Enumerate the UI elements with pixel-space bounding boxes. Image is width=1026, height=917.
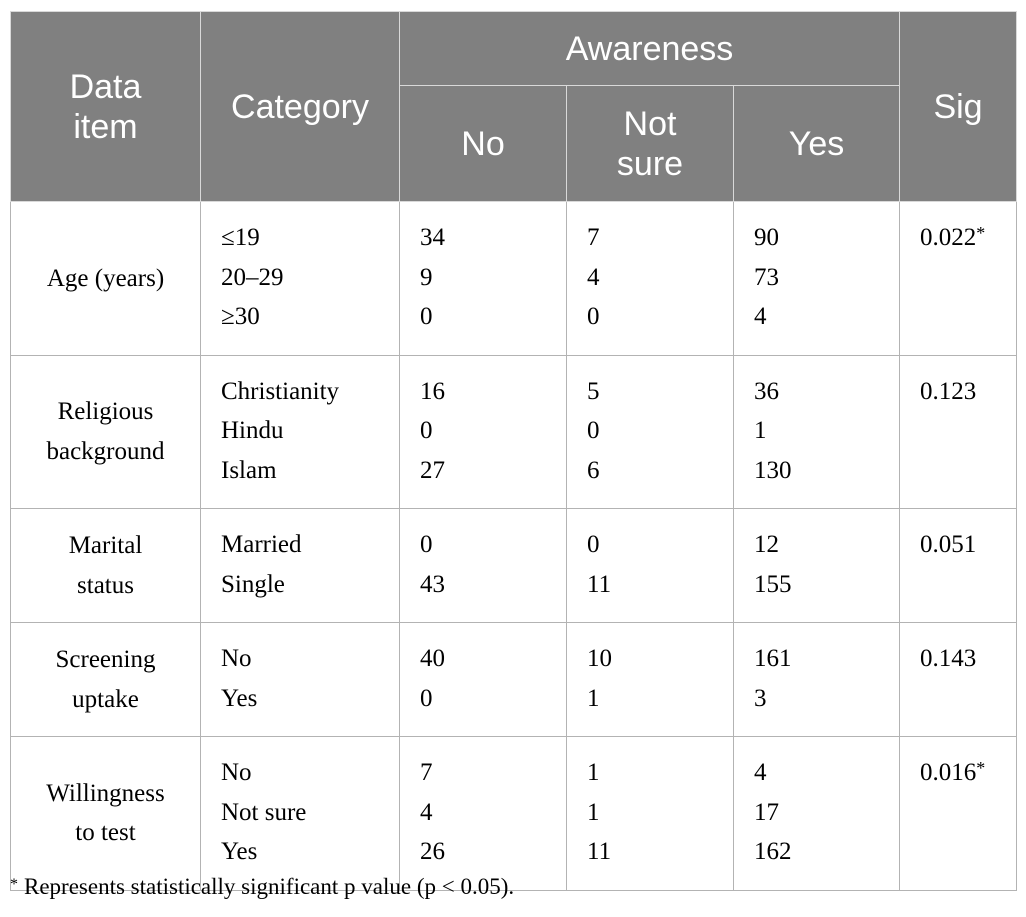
awareness-no-value: 0: [420, 303, 433, 330]
data-item-cell: [11, 623, 201, 737]
awareness-not-sure-value: 4: [587, 263, 600, 291]
awareness-not-sure-value: 11: [587, 570, 612, 598]
significance-marker: *: [976, 758, 986, 778]
awareness-yes-value: 3: [754, 684, 767, 712]
awareness-yes-cell: [734, 623, 900, 737]
awareness-not-sure-cell: [567, 355, 734, 509]
awareness-no-value: 16: [420, 377, 445, 405]
awareness-no-value: 27: [420, 456, 445, 484]
awareness-yes-value: 130: [754, 456, 792, 484]
header-data-item-line: Data: [69, 67, 142, 106]
awareness-no-value: 9: [420, 263, 433, 291]
table-row: [11, 623, 1017, 737]
table-header: [11, 12, 1017, 202]
awareness-not-sure-cell: [567, 202, 734, 356]
awareness-yes-value: 36: [754, 377, 779, 405]
category-cell: [201, 623, 400, 737]
awareness-yes-cell: [734, 737, 900, 891]
table-row: [11, 202, 1017, 356]
significance-marker: *: [976, 223, 986, 243]
footnote-text: Represents statistically significant p value (p < 0.05).: [24, 874, 515, 899]
awareness-not-sure-value: 6: [587, 456, 600, 484]
awareness-no-cell: [400, 737, 567, 891]
awareness-no-cell: [400, 623, 567, 737]
category-value: Married: [221, 531, 302, 558]
category-value: Hindu: [221, 417, 284, 444]
data-item-cell: [11, 202, 201, 356]
header-awareness: Awareness: [400, 12, 900, 86]
awareness-not-sure-value: 1: [587, 684, 600, 712]
awareness-yes-value: 155: [754, 570, 792, 598]
awareness-not-sure-value: 11: [587, 838, 612, 865]
data-item-line: status: [77, 571, 134, 599]
header-sig: Sig: [900, 12, 1017, 202]
data-item-cell: [11, 509, 201, 623]
footnote-marker: *: [10, 876, 18, 893]
awareness-yes-value: 162: [754, 838, 792, 865]
category-value: ≤19: [221, 224, 260, 251]
awareness-no-value: 7: [420, 759, 433, 786]
awareness-no-value: 4: [420, 798, 433, 826]
awareness-no-value: 0: [420, 684, 433, 712]
awareness-no-value: 43: [420, 570, 445, 598]
awareness-no-cell: [400, 355, 567, 509]
awareness-not-sure-value: 0: [587, 417, 600, 444]
table-body: [11, 202, 1017, 891]
header-not-sure-line: sure: [616, 144, 684, 183]
data-item-line: uptake: [72, 685, 139, 713]
sig-cell: [900, 737, 1017, 891]
sig-value: 0.022: [920, 224, 977, 251]
awareness-no-value: 26: [420, 838, 445, 865]
sig-value: 0.123: [920, 377, 977, 405]
category-value: Yes: [221, 838, 258, 865]
category-value: Christianity: [221, 377, 340, 405]
header-not-sure-line: Not: [623, 104, 677, 143]
category-value: 20–29: [221, 263, 284, 291]
header-data-item: [11, 12, 201, 202]
data-item-line: to test: [75, 819, 136, 847]
sig-value: 0.016: [920, 759, 977, 786]
awareness-no-value: 0: [420, 417, 433, 444]
awareness-not-sure-value: 0: [587, 531, 600, 558]
sig-cell: [900, 623, 1017, 737]
data-item-cell: [11, 355, 201, 509]
awareness-yes-value: 90: [754, 224, 779, 251]
table-row: [11, 509, 1017, 623]
awareness-not-sure-cell: [567, 737, 734, 891]
category-value: ≥30: [221, 303, 260, 330]
awareness-not-sure-value: 1: [587, 759, 600, 786]
header-yes: Yes: [734, 86, 900, 202]
category-cell: [201, 355, 400, 509]
table-row: [11, 737, 1017, 891]
awareness-no-value: 40: [420, 645, 445, 672]
awareness-not-sure-value: 5: [587, 377, 600, 405]
awareness-not-sure-cell: [567, 623, 734, 737]
awareness-yes-value: 4: [754, 303, 767, 330]
awareness-not-sure-value: 0: [587, 303, 600, 330]
category-value: Not sure: [221, 798, 307, 826]
awareness-no-value: 34: [420, 224, 445, 251]
header-no: No: [400, 86, 567, 202]
sig-cell: [900, 355, 1017, 509]
category-cell: [201, 737, 400, 891]
awareness-yes-cell: [734, 509, 900, 623]
category-value: Single: [221, 570, 285, 598]
category-cell: [201, 202, 400, 356]
category-value: Yes: [221, 684, 258, 712]
sig-value: 0.143: [920, 645, 977, 672]
category-cell: [201, 509, 400, 623]
sig-cell: [900, 509, 1017, 623]
sig-value: 0.051: [920, 531, 977, 558]
awareness-yes-value: 161: [754, 645, 792, 672]
awareness-not-sure-value: 10: [587, 645, 612, 672]
data-item-cell: [11, 737, 201, 891]
awareness-not-sure-value: 7: [587, 224, 600, 251]
data-item-line: Willingness: [46, 779, 165, 807]
category-value: Islam: [221, 456, 277, 484]
awareness-no-cell: [400, 202, 567, 356]
data-item-line: background: [46, 437, 165, 465]
header-category: Category: [201, 12, 400, 202]
table-row: [11, 355, 1017, 509]
sig-cell: [900, 202, 1017, 356]
data-item-line: Marital: [68, 532, 143, 559]
data-item-line: Screening: [55, 646, 156, 673]
header-data-item-line: item: [73, 107, 138, 146]
awareness-not-sure-cell: [567, 509, 734, 623]
table-footnote: [10, 874, 514, 900]
awareness-no-value: 0: [420, 531, 433, 558]
awareness-no-cell: [400, 509, 567, 623]
header-not-sure: [567, 86, 734, 202]
awareness-yes-value: 12: [754, 531, 779, 558]
awareness-yes-value: 1: [754, 417, 767, 444]
awareness-yes-value: 4: [754, 759, 767, 786]
category-value: No: [221, 759, 252, 786]
awareness-yes-cell: [734, 355, 900, 509]
data-item-line: Religious: [57, 398, 154, 426]
awareness-table-container: [10, 11, 1017, 891]
awareness-yes-value: 73: [754, 263, 779, 291]
awareness-not-sure-value: 1: [587, 798, 600, 826]
category-value: No: [221, 645, 252, 672]
awareness-table: [10, 11, 1017, 891]
data-item-line: Age (years): [46, 264, 165, 292]
awareness-yes-value: 17: [754, 798, 779, 826]
awareness-yes-cell: [734, 202, 900, 356]
